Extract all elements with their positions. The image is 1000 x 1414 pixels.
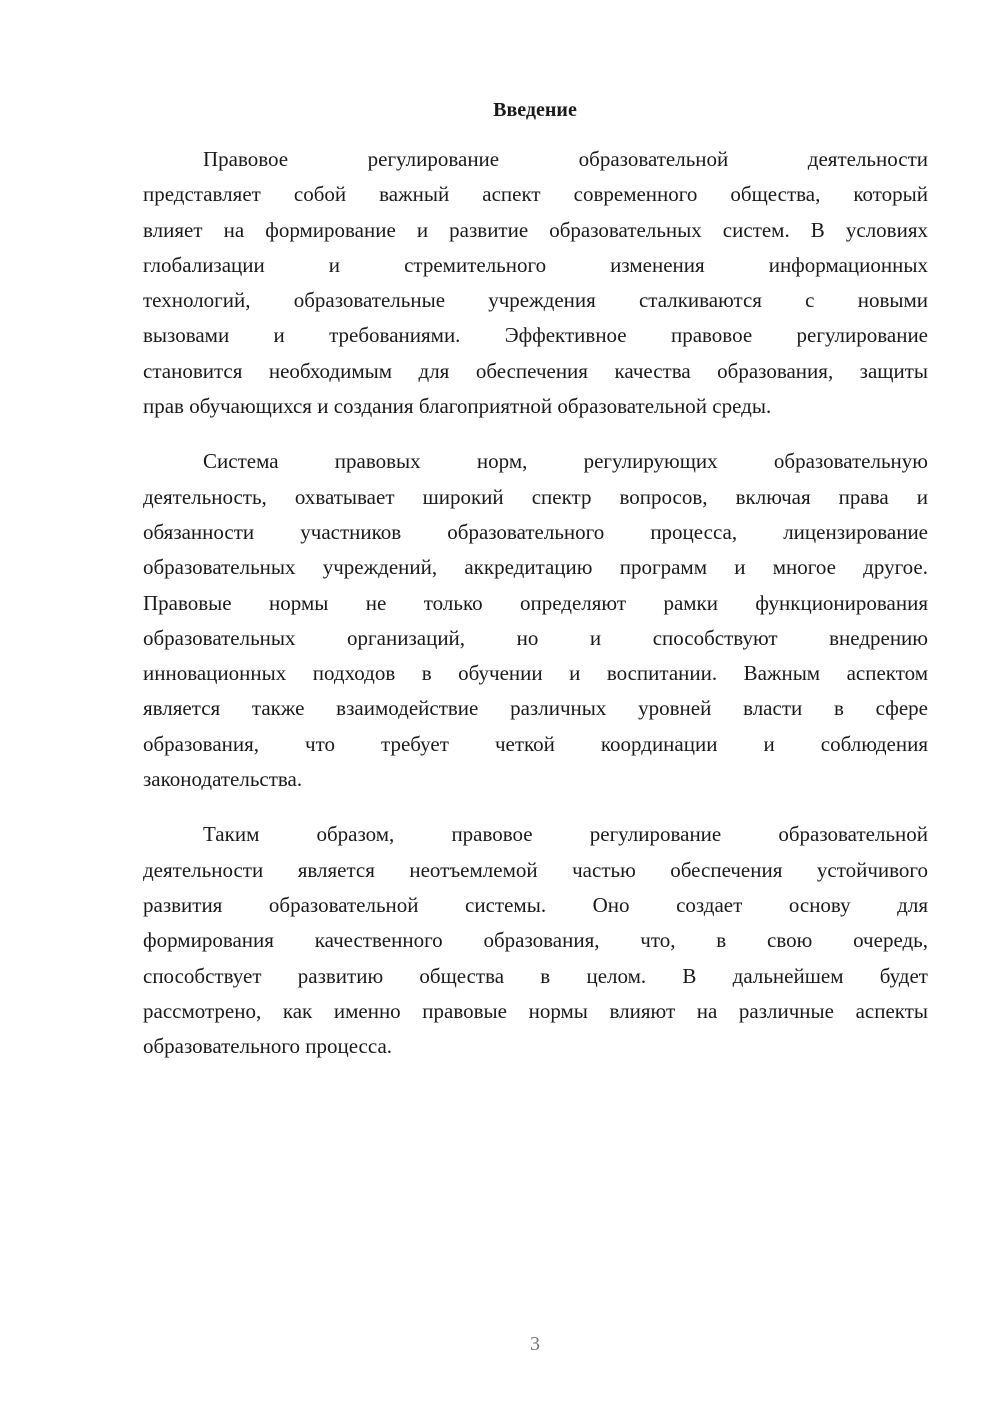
text-line: Правовые нормы не только определяют рамки функционирования [143,590,928,615]
text-line: деятельность, охватывает широкий спектр вопросов, включая права и [143,484,928,509]
text-line: деятельности является неотъемлемой частью обеспечения устойчивого [143,857,928,882]
page-number: 3 [530,1333,540,1355]
text-line: Правовое регулирование образовательной деятельности [203,147,928,171]
document-body [143,142,928,1084]
text-line: формирования качественного образования, что, в свою очередь, [143,928,928,953]
text-line: способствует развитию общества в целом. В дальнейшем будет [143,963,928,988]
page-title: Введение [493,99,577,121]
text-line: законодательства. [143,767,303,792]
text-line: образовательных учреждений, аккредитацию программ и многое другое. [143,555,928,580]
text-line: Система правовых норм, регулирующих образовательную [203,449,928,474]
paragraph [143,817,928,1064]
text-line: становится необходимым для обеспечения качества образования, защиты [143,358,928,383]
text-line: вызовами и требованиями. Эффективное правовое регулирование [143,323,928,348]
text-line: влияет на формирование и развитие образовательных систем. В условиях [143,217,928,242]
text-line: представляет собой важный аспект современного общества, который [143,182,928,207]
paragraph [143,142,928,424]
text-line: инновационных подходов в обучении и воспитании. Важным аспектом [143,661,928,686]
text-line: является также взаимодействие различных уровней власти в сфере [143,696,928,721]
paragraph [143,444,928,797]
text-line: технологий, образовательные учреждения сталкиваются с новыми [143,288,928,313]
text-line: прав обучающихся и создания благоприятной образовательной среды. [143,394,772,419]
text-line: обязанности участников образовательного процесса, лицензирование [143,519,928,544]
text-line: образования, что требует четкой координации и соблюдения [143,731,928,756]
text-line: развития образовательной системы. Оно создает основу для [143,892,928,917]
text-line: образовательного процесса. [143,1034,393,1059]
text-line: рассмотрено, как именно правовые нормы влияют на различные аспекты [143,998,928,1023]
text-line: Таким образом, правовое регулирование образовательной [203,822,928,847]
text-line: образовательных организаций, но и способствуют внедрению [143,625,928,650]
text-line: глобализации и стремительного изменения информационных [143,252,928,277]
